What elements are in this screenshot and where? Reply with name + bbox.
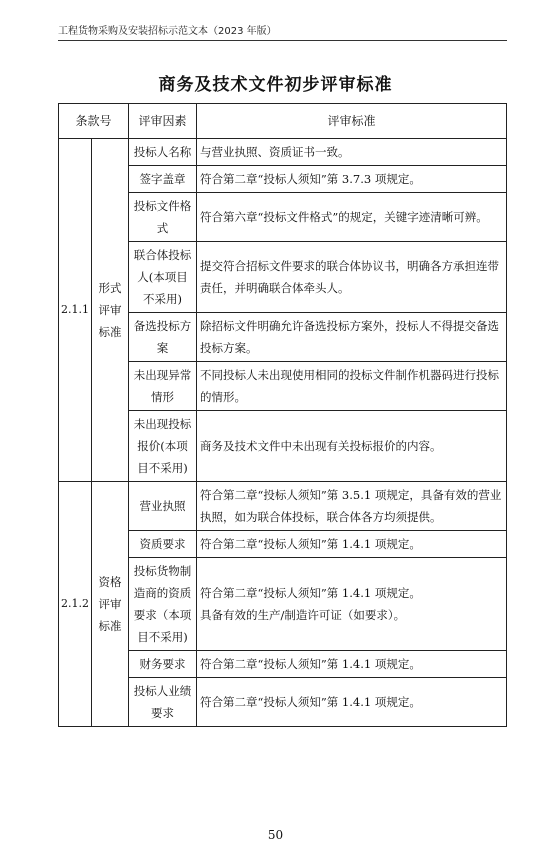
review-standard: 符合第六章“投标文件格式”的规定，关键字迹清晰可辨。	[197, 193, 507, 242]
review-standard: 与营业执照、资质证书一致。	[197, 139, 507, 166]
review-factor: 签字盖章	[129, 166, 197, 193]
review-factor: 投标人业绩要求	[129, 678, 197, 727]
review-factor: 投标货物制造商的资质要求（本项目不采用)	[129, 558, 197, 651]
review-factor: 财务要求	[129, 651, 197, 678]
review-standard: 提交符合招标文件要求的联合体协议书，明确各方承担连带责任，并明确联合体牵头人。	[197, 242, 507, 313]
table-row	[59, 482, 507, 531]
review-type: 资格评审标准	[92, 482, 129, 727]
review-type: 形式评审标准	[92, 139, 129, 482]
table-header-row	[59, 104, 507, 139]
page-number: 50	[267, 828, 284, 842]
clause-number: 2.1.2	[59, 482, 92, 727]
page-title: 商务及技术文件初步评审标准	[158, 75, 393, 95]
review-standard: 符合第二章“投标人须知”第 1.4.1 项规定。	[197, 678, 507, 727]
review-standard: 商务及技术文件中未出现有关投标报价的内容。	[197, 411, 507, 482]
table-row	[59, 139, 507, 166]
criteria-body	[59, 139, 507, 727]
review-standard: 除招标文件明确允许备选投标方案外，投标人不得提交备选投标方案。	[197, 313, 507, 362]
review-factor: 联合体投标人(本项目不采用)	[129, 242, 197, 313]
review-standard: 符合第二章“投标人须知”第 1.4.1 项规定。	[197, 531, 507, 558]
clause-number: 2.1.1	[59, 139, 92, 482]
review-standard: 不同投标人未出现使用相同的投标文件制作机器码进行投标的情形。	[197, 362, 507, 411]
review-factor: 营业执照	[129, 482, 197, 531]
header-factor: 评审因素	[129, 104, 197, 139]
review-factor: 未出现投标报价(本项目不采用)	[129, 411, 197, 482]
review-factor: 资质要求	[129, 531, 197, 558]
review-standard: 符合第二章“投标人须知”第 3.7.3 项规定。	[197, 166, 507, 193]
header-divider	[58, 40, 507, 41]
review-factor: 未出现异常情形	[129, 362, 197, 411]
criteria-table	[58, 103, 507, 727]
review-standard: 符合第二章“投标人须知”第 1.4.1 项规定。	[197, 651, 507, 678]
running-header: 工程货物采购及安装招标示范文本（2023 年版）	[58, 26, 277, 37]
header-clause: 条款号	[59, 104, 129, 139]
review-factor: 投标文件格式	[129, 193, 197, 242]
review-factor: 投标人名称	[129, 139, 197, 166]
review-standard: 符合第二章“投标人须知”第 3.5.1 项规定，具备有效的营业执照，如为联合体投标，联合体各方均须提供。	[197, 482, 507, 531]
review-factor: 备选投标方案	[129, 313, 197, 362]
header-standard: 评审标准	[197, 104, 507, 139]
review-standard: 符合第二章“投标人须知”第 1.4.1 项规定。 具备有效的生产/制造许可证（如要求）。	[197, 558, 507, 651]
